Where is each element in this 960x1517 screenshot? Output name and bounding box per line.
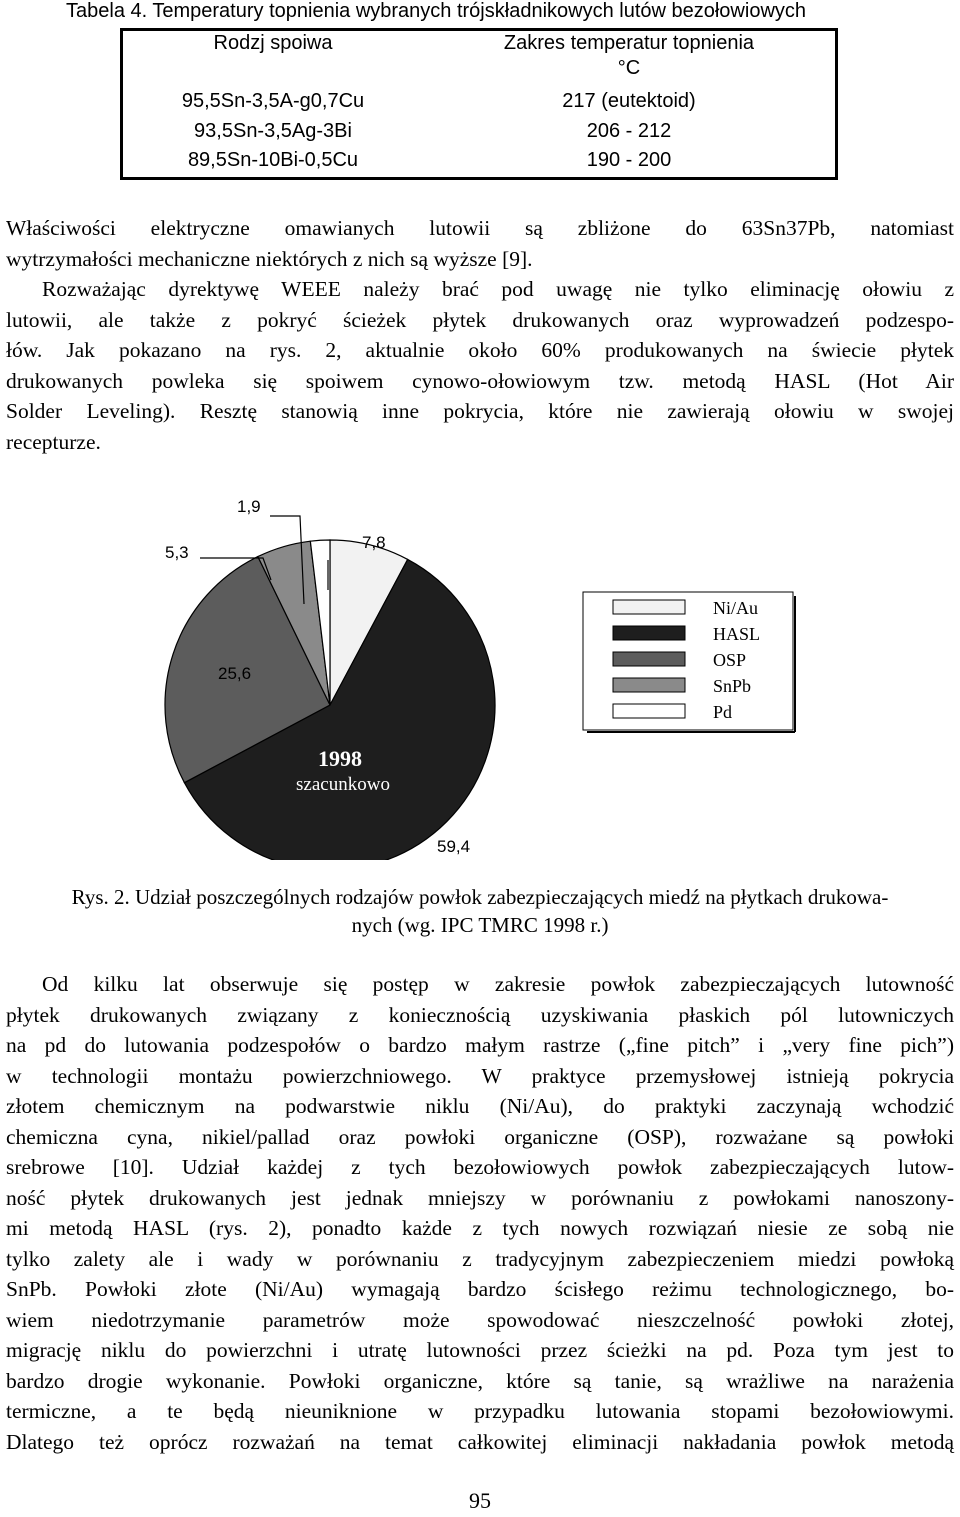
figure-caption-line: nych (wg. IPC TMRC 1998 r.) <box>351 913 609 937</box>
text-line: ność płytek drukowanych jest jednak mniejszy w porównaniu z powłokami nanoszony- <box>6 1185 954 1210</box>
chart-subtitle: szacunkowo <box>296 774 390 795</box>
figure-caption <box>6 883 954 939</box>
legend <box>583 592 795 732</box>
header-alloy: Rodzj spoiwa <box>213 32 333 54</box>
table-row <box>122 89 837 118</box>
paragraph-electrical <box>6 213 954 274</box>
text-line: drukowanych powleka się spoiwem cynowo-ołowiowym tzw. metodą HASL (Hot Air <box>6 368 954 393</box>
cell-alloy: 93,5Sn-3,5Ag-3Bi <box>194 119 352 142</box>
legend-swatch <box>613 704 685 718</box>
cell-range: 206 - 212 <box>586 119 672 142</box>
table-row <box>122 119 837 148</box>
pie-chart <box>0 480 960 860</box>
legend-swatch <box>613 678 685 692</box>
text-line: łów. Jak pokazano na rys. 2, aktualnie około 60% produkowanych na świecie płytek <box>6 338 954 362</box>
text-line: w technologii montażu powierzchniowego. W praktyce przemysłowej istnieją pokrycia <box>6 1063 954 1088</box>
header-range-unit: °C <box>617 57 641 79</box>
text-line: wytrzymałości mechaniczne niektórych z nich są wyższe [9]. <box>6 246 533 271</box>
label-snpb: 5,3 <box>165 543 189 562</box>
figure-caption-line: Rys. 2. Udział poszczególnych rodzajów powłok zabezpieczających miedź na płytkach drukowa- <box>71 885 889 909</box>
text-line: migrację niklu do powierzchni i utratę lutowności przez ścieżki na pd. Poza tym jest to <box>6 1338 954 1362</box>
legend-swatch <box>613 600 685 614</box>
text-line: złotem chemicznym na podwarstwie niklu (Ni/Au), do praktyki zaczynają wchodzić <box>6 1094 954 1118</box>
header-range-line1: Zakres temperatur topnienia <box>503 32 755 54</box>
text-line: płytek drukowanych związany z koniecznością uzyskiwania płaskich pól lutowniczych <box>6 1002 954 1027</box>
table-row <box>122 148 837 179</box>
cell-range: 190 - 200 <box>586 148 672 171</box>
legend-label: HASL <box>713 624 761 644</box>
text-line: na pd do lutowania podzespołów o bardzo małym rastrze („fine pitch” i „very fine pich”) <box>6 1033 954 1057</box>
text-line: termiczne, a te będą nieuniknione w przypadku lutowania stopami bezołowiowymi. <box>6 1399 954 1423</box>
text-line: recepturze. <box>6 429 101 454</box>
cell-range: 217 (eutektoid) <box>562 90 696 113</box>
text-line: Właściwości elektryczne omawianych lutowii są zbliżone do 63Sn37Pb, natomiast <box>6 216 954 240</box>
text-line: SnPb. Powłoki złote (Ni/Au) wymagają bardzo ścisłego reżimu technologicznego, bo- <box>6 1277 954 1301</box>
legend-label: SnPb <box>713 676 752 696</box>
cell-alloy: 89,5Sn-10Bi-0,5Cu <box>187 148 359 171</box>
paragraph-coatings <box>6 969 954 1457</box>
text-line: Rozważając dyrektywę WEEE należy brać pod uwagę nie tylko eliminację ołowiu z <box>42 277 954 301</box>
paragraph-weee <box>6 274 954 457</box>
pie-slices <box>165 540 495 860</box>
melting-table <box>120 28 838 180</box>
label-osp: 25,6 <box>218 664 252 683</box>
text-line: srebrowe [10]. Udział każdej z tych bezołowiowych powłok zabezpieczających lutow- <box>6 1155 954 1179</box>
cell-alloy: 95,5Sn-3,5A-g0,7Cu <box>181 90 365 113</box>
text-line: lutowii, ale także z pokryć ścieżek płytek drukowanych oraz wyprowadzeń podzespo- <box>6 307 954 332</box>
text-line: wiem niedotrzymanie parametrów może spowodować nieszczelność powłoki złotej, <box>6 1307 954 1332</box>
page-number: 95 <box>469 1488 491 1513</box>
text-line: Solder Leveling). Resztę stanowią inne pokrycia, które nie zawierają ołowiu w swojej <box>6 399 954 423</box>
legend-label: Ni/Au <box>713 598 758 618</box>
table-caption: Tabela 4. Temperatury topnienia wybranych trójskładnikowych lutów bezołowiowych <box>66 0 807 22</box>
text-line: bardzo drogie wykonanie. Powłoki organiczne, które są tanie, są wrażliwe na narażenia <box>6 1368 954 1393</box>
label-pd: 1,9 <box>237 497 261 516</box>
legend-label: Pd <box>713 702 733 722</box>
label-niau: 7,8 <box>362 533 386 552</box>
text-line: Od kilku lat obserwuje się postęp w zakresie powłok zabezpieczających lutowność <box>42 972 954 996</box>
text-line: mi metodą HASL (rys. 2), ponadto każde z tych nowych rozwiązań niesie ze sobą nie <box>6 1216 954 1240</box>
legend-swatch <box>613 652 685 666</box>
text-line: Dlatego też oprócz rozważań na temat całkowitej eliminacji nakładania powłok metodą <box>6 1429 954 1454</box>
header-range <box>423 30 837 90</box>
legend-label: OSP <box>713 650 747 670</box>
text-line: tylko zalety ale i wady w porównaniu z tradycyjnym zabezpieczeniem miedzi powłoką <box>6 1246 954 1271</box>
label-hasl: 59,4 <box>437 837 471 856</box>
legend-swatch <box>613 626 685 640</box>
table-header-row <box>122 30 837 90</box>
chart-title: 1998 <box>318 746 362 771</box>
text-line: chemiczna cyna, nikiel/pallad oraz powłoki organiczne (OSP), rozważane są powłoki <box>6 1124 954 1149</box>
